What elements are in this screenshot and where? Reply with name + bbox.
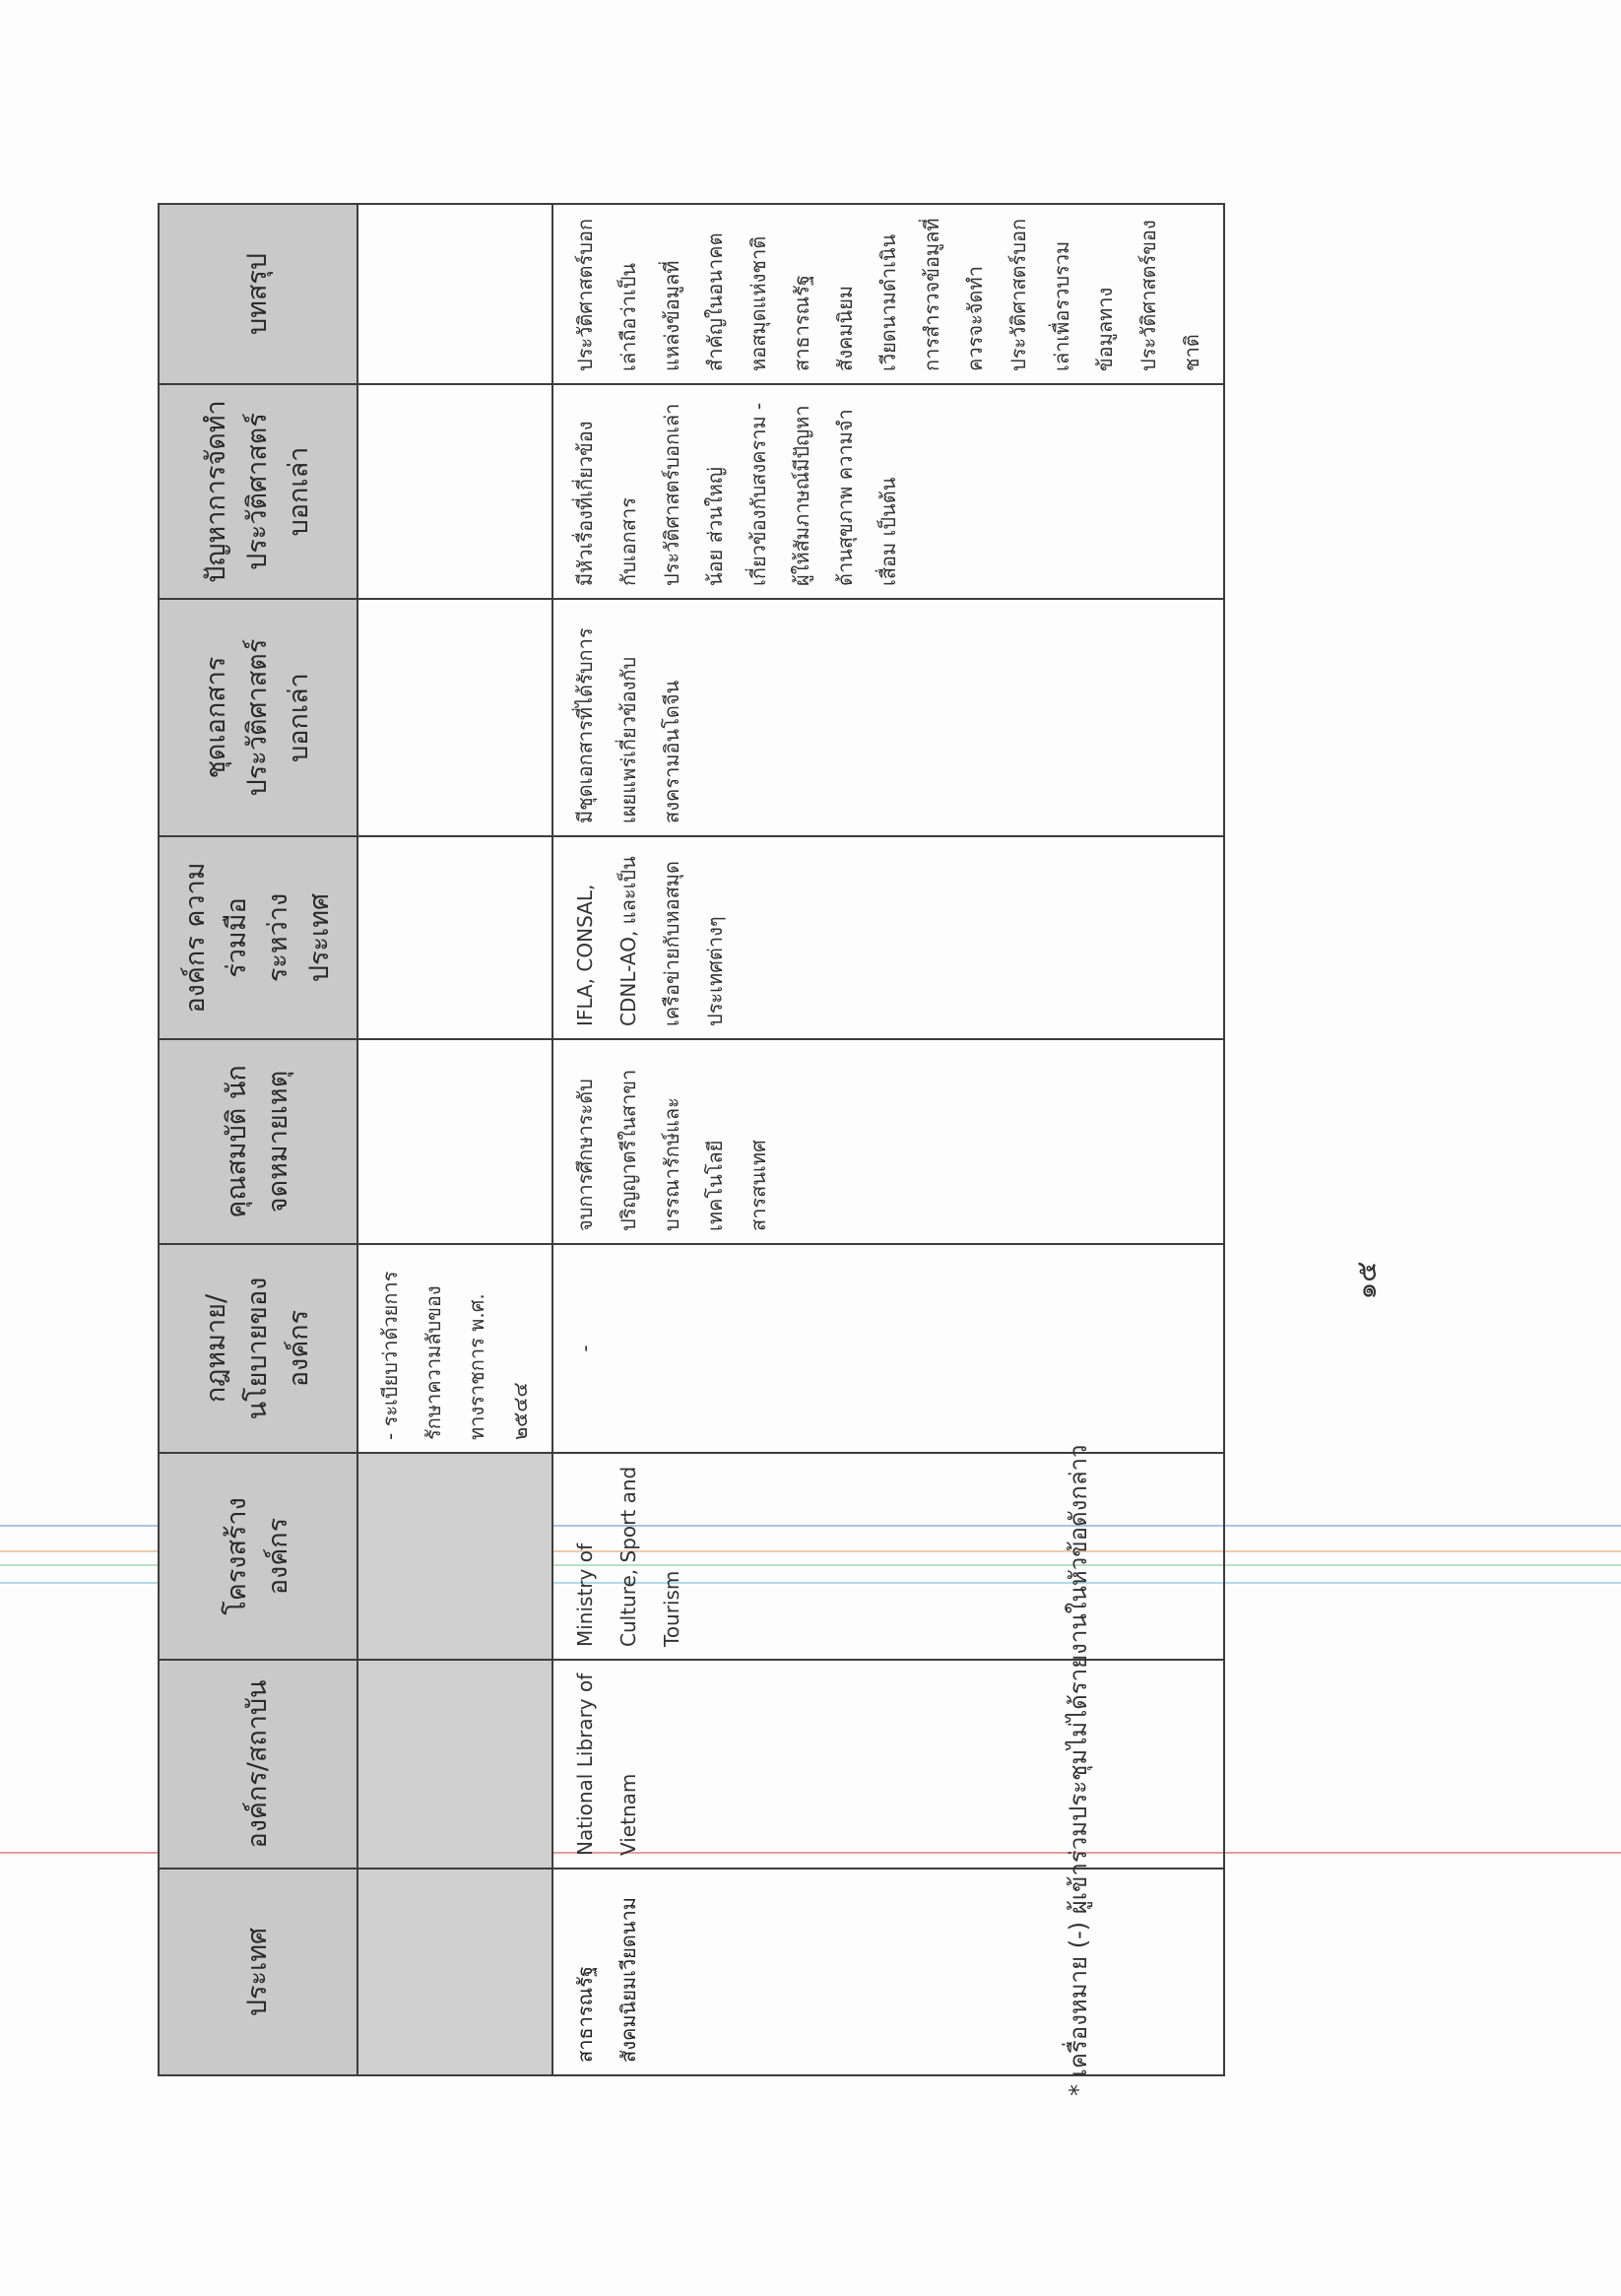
cell-documents: มีชุดเอกสารที่ได้รับการเผยแพร่เกี่ยวข้องกับสงครามอินโดจีน	[552, 599, 1224, 836]
table-row	[357, 204, 552, 2075]
footnote: * เครื่องหมาย (-) ผู้เข้าร่วมประชุมไม่ได้รายงานในหัวข้อดังกล่าว	[1065, 1444, 1092, 2096]
cell-country	[357, 1869, 552, 2075]
header-documents: ชุดเอกสาร ประวัติศาสตร์ บอกเล่า	[159, 599, 357, 836]
header-cooperation: องค์กร ความร่วมมือ ระหว่าง ประเทศ	[159, 836, 357, 1039]
header-qualification: คุณสมบัติ นักจดหมายเหตุ	[159, 1039, 357, 1244]
cell-structure	[357, 1453, 552, 1660]
header-summary: บทสรุป	[159, 204, 357, 384]
header-law: กฎหมาย/นโยบายขององค์กร	[159, 1244, 357, 1453]
cell-structure: Ministry of Culture, Sport and Tourism	[552, 1453, 1224, 1660]
cell-problems	[357, 384, 552, 599]
cell-country: สาธารณรัฐสังคมนิยมเวียดนาม	[552, 1869, 1224, 2075]
cell-cooperation	[357, 836, 552, 1039]
page-number: ๑๕	[1350, 1261, 1383, 1300]
cell-law	[552, 1244, 1224, 1453]
cell-summary	[357, 204, 552, 384]
cell-qualification	[357, 1039, 552, 1244]
cell-qualification: จบการศึกษาระดับปริญญาตรีในสาขาบรรณารักษ์และเทคโนโลยีสารสนเทศ	[552, 1039, 1224, 1244]
cell-summary: ประวัติศาสตร์บอกเล่าถือว่าเป็นแหล่งข้อมูลที่สำคัญในอนาคต หอสมุดแห่งชาติสาธารณรัฐสังคมนิยมเวียดนามดำเนินการสำรวจข้อมูลที่ควรจะจัดทำประวัติศาสตร์บอกเล่าเพื่อรวบรวมข้อมูลทางประวัติศาสตร์ของชาติ	[552, 204, 1224, 384]
cell-institution: National Library of Vietnam	[552, 1660, 1224, 1869]
table-header-row	[159, 204, 357, 2075]
header-problems: ปัญหาการจัดทำ ประวัติศาสตร์ บอกเล่า	[159, 384, 357, 599]
header-country: ประเทศ	[159, 1869, 357, 2075]
table-row	[552, 204, 1224, 2075]
header-institution: องค์กร/สถาบัน	[159, 1660, 357, 1869]
cell-law: - ระเบียบว่าด้วยการรักษาความลับของทางราชการ พ.ศ. ๒๕๔๔	[357, 1244, 552, 1453]
cell-problems: มีหัวเรื่องที่เกี่ยวข้องกับเอกสารประวัติศาสตร์บอกเล่าน้อย ส่วนใหญ่เกี่ยวข้องกับสงคราม - ผู้ให้สัมภาษณ์มีปัญหาด้านสุขภาพ ความจำเสื่อม เป็นต้น	[552, 384, 1224, 599]
cell-law-value: -	[573, 1345, 597, 1352]
cell-institution	[357, 1660, 552, 1869]
cell-documents	[357, 599, 552, 836]
header-structure: โครงสร้างองค์กร	[159, 1453, 357, 1660]
cell-cooperation: IFLA, CONSAL, CDNL-AO, และเป็นเครือข่ายกับหอสมุดประเทศต่างๆ	[552, 836, 1224, 1039]
